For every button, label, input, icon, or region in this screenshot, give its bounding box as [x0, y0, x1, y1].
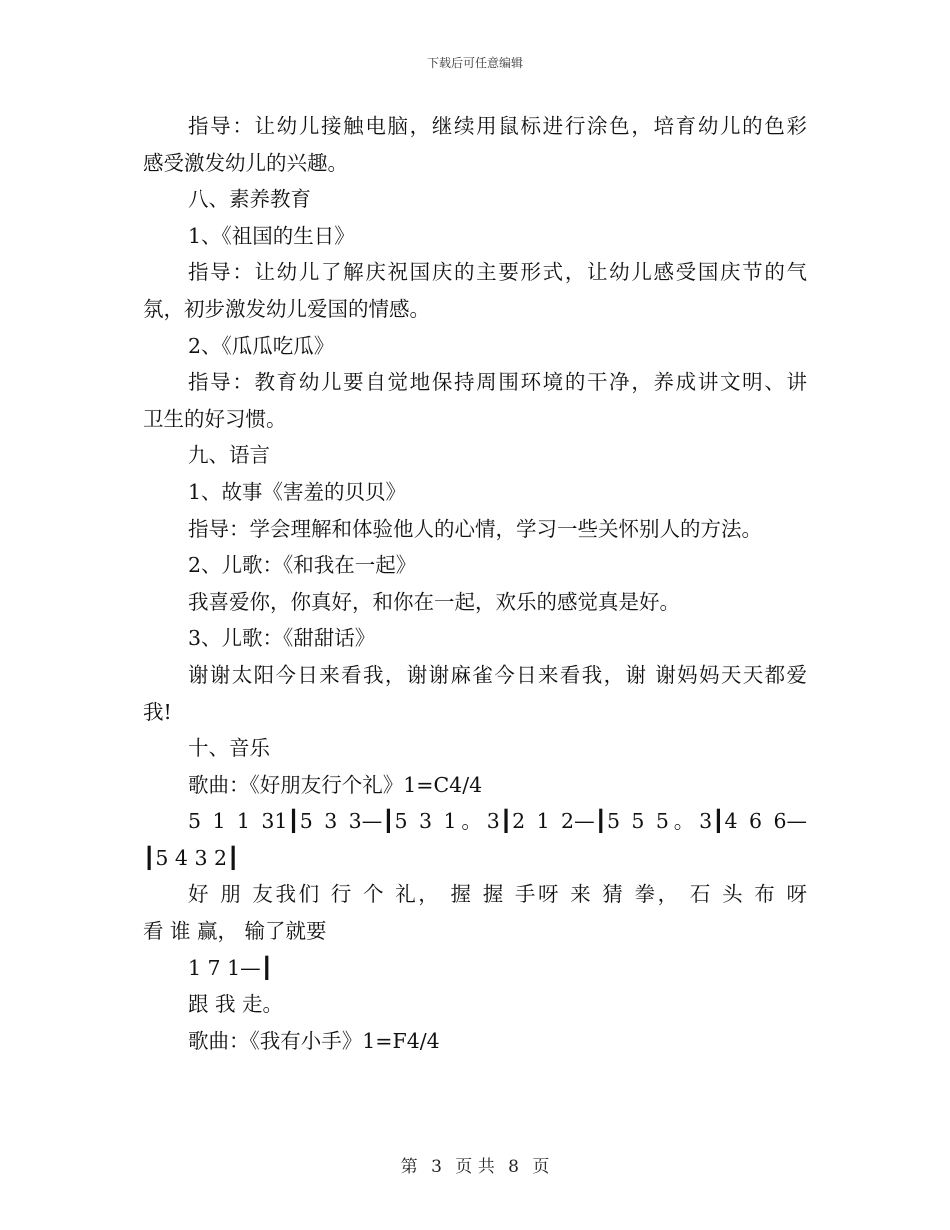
rhyme-line: 谢谢太阳今日来看我，谢谢麻雀今日来看我，谢 谢妈妈天天都爱 — [188, 662, 807, 687]
guidance-line-continued: 卫生的好习惯。 — [143, 406, 287, 431]
guidance-line: 指导：让幼儿了解庆祝国庆的主要形式，让幼儿感受国庆节的气 — [188, 260, 807, 285]
item-title: 2、《瓜瓜吃瓜》 — [188, 333, 335, 358]
song-title: 歌曲：《我有小手》1=F4/4 — [188, 1028, 440, 1053]
total-page-number: 8 — [508, 1157, 519, 1177]
item-title: 2、儿歌：《和我在一起》 — [188, 553, 417, 578]
item-title: 3、儿歌：《甜甜话》 — [188, 626, 376, 651]
document-body — [143, 108, 807, 1059]
page-footer — [0, 1152, 950, 1177]
music-notation-line: 1 7 1—┃ — [188, 955, 274, 980]
lyrics-line-continued: 看 谁 赢， 输了就要 — [143, 919, 327, 944]
item-title: 1、故事《害羞的贝贝》 — [188, 479, 407, 504]
section-heading: 八、素养教育 — [188, 187, 311, 212]
current-page-number: 3 — [431, 1157, 442, 1177]
lyrics-line: 跟 我 走。 — [188, 992, 284, 1017]
song-title: 歌曲：《好朋友行个礼》1=C4/4 — [188, 772, 483, 797]
guidance-line: 指导：学会理解和体验他人的心情，学习一些关怀别人的方法。 — [188, 516, 762, 541]
guidance-line: 指导：教育幼儿要自觉地保持周围环境的干净，养成讲文明、讲 — [188, 370, 807, 395]
page-header: 下载后可任意编辑 — [426, 56, 523, 70]
section-heading: 九、语言 — [188, 443, 270, 468]
footer-prefix: 第 — [400, 1157, 418, 1177]
section-heading: 十、音乐 — [188, 736, 270, 761]
item-title: 1、《祖国的生日》 — [188, 223, 355, 248]
guidance-line: 指导：让幼儿接触电脑，继续用鼠标进行涂色，培育幼儿的色彩 — [188, 114, 807, 138]
footer-suffix: 页 — [532, 1157, 550, 1177]
rhyme-line-continued: 我! — [143, 699, 172, 724]
lyrics-line: 好 朋 友我们 行 个 礼， 握 握 手呀 来 猜 拳， 石 头 布 呀 — [188, 882, 807, 907]
footer-middle: 页 共 — [455, 1157, 495, 1177]
music-notation-line-continued: ┃5 4 3 2┃ — [143, 845, 240, 870]
guidance-line-continued: 氛，初步激发幼儿爱国的情感。 — [143, 296, 430, 321]
guidance-line-continued: 感受激发幼儿的兴趣。 — [143, 150, 348, 175]
music-notation-line: 5 1 1 31┃5 3 3—┃5 3 1。3┃2 1 2—┃5 5 5。3┃4 6 6— — [188, 809, 807, 834]
rhyme-line: 我喜爱你，你真好，和你在一起，欢乐的感觉真是好。 — [188, 589, 680, 614]
